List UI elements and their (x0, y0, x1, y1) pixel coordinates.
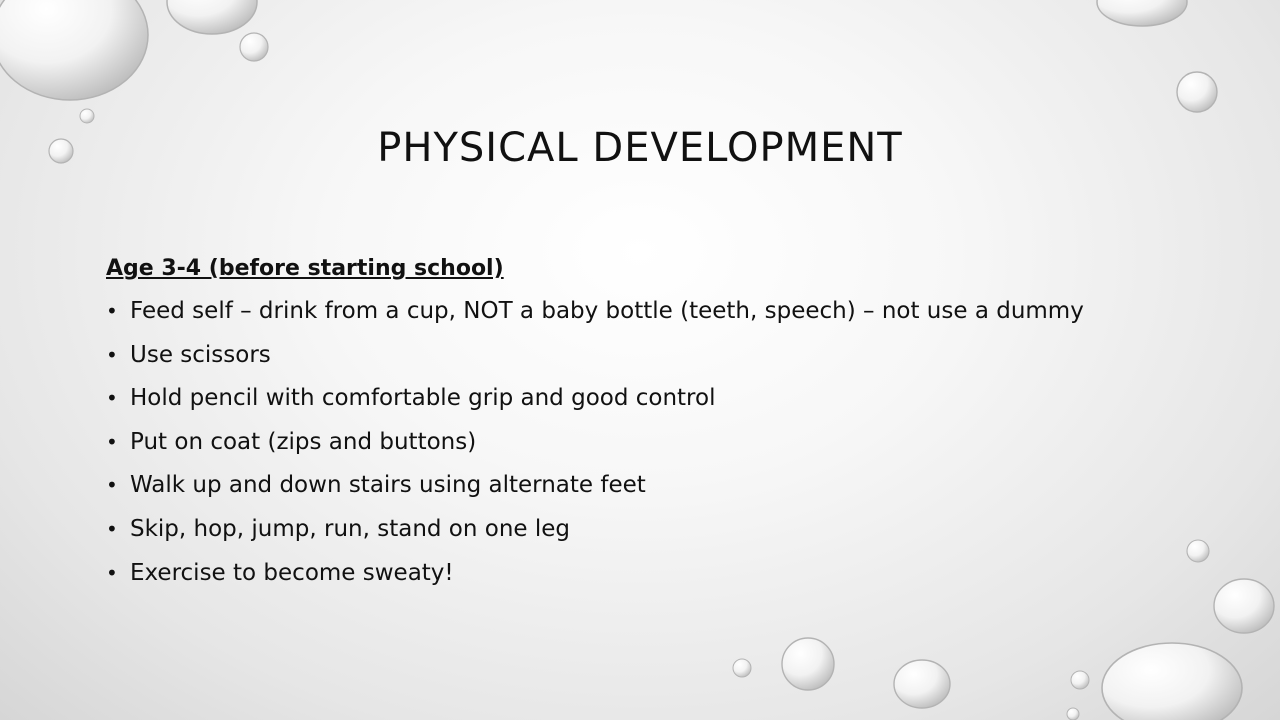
droplet (894, 660, 950, 708)
droplet (1071, 671, 1089, 689)
list-item: • Exercise to become sweaty! (106, 552, 1186, 596)
droplet (782, 638, 834, 690)
droplet (733, 659, 751, 677)
bullet-list (106, 290, 1186, 595)
droplet (1097, 0, 1187, 26)
list-item: • Walk up and down stairs using alternate feet (106, 464, 1186, 508)
list-item: • Put on coat (zips and buttons) (106, 421, 1186, 465)
droplet (0, 0, 148, 100)
section-heading: Age 3-4 (before starting school) (106, 256, 504, 281)
list-item: • Feed self – drink from a cup, NOT a baby bottle (teeth, speech) – not use a dummy (106, 290, 1186, 334)
droplet (1102, 643, 1242, 720)
list-item: • Skip, hop, jump, run, stand on one leg (106, 508, 1186, 552)
droplet (1067, 708, 1079, 720)
droplet (240, 33, 268, 61)
list-item: • Hold pencil with comfortable grip and good control (106, 377, 1186, 421)
droplet (167, 0, 257, 34)
slide-content (106, 252, 1186, 595)
droplet (1214, 579, 1274, 633)
droplet (1187, 540, 1209, 562)
list-item: • Use scissors (106, 334, 1186, 378)
slide-title: PHYSICAL DEVELOPMENT (377, 125, 903, 171)
droplet (1177, 72, 1217, 112)
